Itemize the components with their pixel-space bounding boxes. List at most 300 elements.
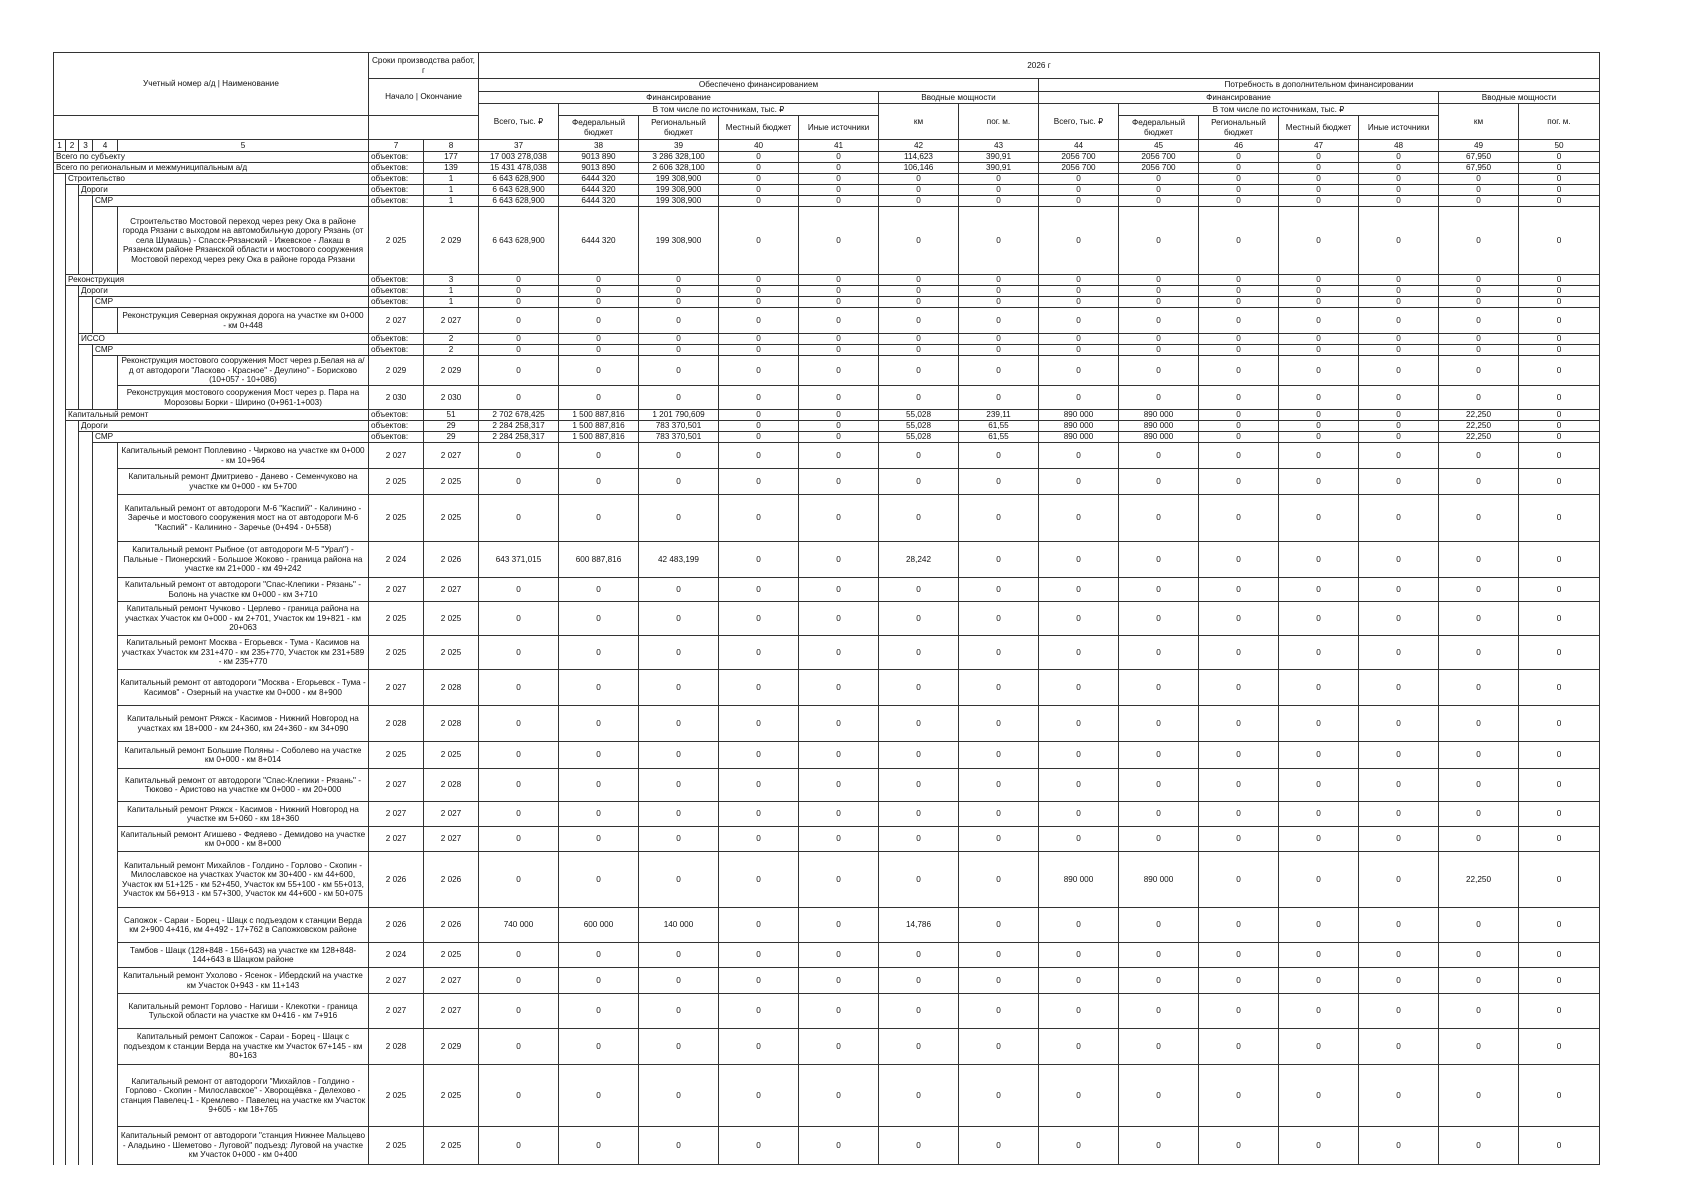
value-cell: 0 (959, 356, 1039, 386)
capacity-header-2: Вводные мощности (1439, 92, 1600, 104)
column-number-row (54, 140, 1600, 152)
value-cell: 0 (799, 185, 879, 196)
value-cell: 0 (959, 1029, 1039, 1065)
value-cell: 0 (879, 827, 959, 852)
objects-label: объектов: (369, 196, 424, 207)
value-cell: 199 308,900 (639, 185, 719, 196)
item-row (54, 602, 1600, 636)
value-cell: 0 (719, 410, 799, 421)
object-name: Капитальный ремонт Чучково - Церлево - граница района на участках Участок км 0+000 - км 2+701, Участок км 19+821 - км 20+063 (118, 602, 369, 636)
value-cell: 0 (879, 334, 959, 345)
value-cell: 0 (639, 334, 719, 345)
value-cell: 0 (639, 286, 719, 297)
value-cell: 0 (1519, 308, 1600, 334)
value-cell: 0 (479, 1127, 559, 1165)
indent-cell (79, 1029, 93, 1065)
value-cell: 0 (1199, 1029, 1279, 1065)
indent-cell (93, 495, 118, 542)
value-cell: 0 (799, 345, 879, 356)
value-cell: 199 308,900 (639, 196, 719, 207)
value-cell: 0 (639, 769, 719, 802)
end-year: 2 029 (424, 1029, 479, 1065)
value-cell: 0 (1119, 196, 1199, 207)
value-cell: 0 (879, 994, 959, 1029)
value-cell: 6 643 628,900 (479, 174, 559, 185)
indent-cell (54, 345, 66, 356)
indent-cell (54, 943, 66, 968)
value-cell: 0 (799, 286, 879, 297)
indent-cell (79, 742, 93, 769)
value-cell: 0 (1519, 908, 1600, 943)
value-cell: 0 (1279, 386, 1359, 410)
value-cell: 0 (719, 943, 799, 968)
value-cell: 0 (719, 152, 799, 163)
value-cell: 0 (1039, 994, 1119, 1029)
value-cell: 0 (1359, 495, 1439, 542)
value-cell: 0 (1359, 636, 1439, 670)
value-cell: 0 (639, 994, 719, 1029)
value-cell: 0 (1279, 469, 1359, 495)
value-cell: 0 (1519, 469, 1600, 495)
value-cell: 0 (1199, 174, 1279, 185)
objects-label: объектов: (369, 421, 424, 432)
value-cell: 0 (1039, 495, 1119, 542)
value-cell: 0 (1359, 827, 1439, 852)
value-cell: 0 (719, 670, 799, 706)
value-cell: 0 (1039, 174, 1119, 185)
value-cell: 0 (1279, 1029, 1359, 1065)
start-year: 2 027 (369, 827, 424, 852)
pm-header-2: пог. м. (1519, 104, 1600, 140)
value-cell: 0 (1439, 469, 1519, 495)
value-cell: 0 (1039, 275, 1119, 286)
objects-count: 1 (424, 174, 479, 185)
value-cell: 0 (1439, 769, 1519, 802)
value-cell: 0 (1359, 802, 1439, 827)
indent-cell (54, 706, 66, 742)
value-cell: 0 (1279, 1127, 1359, 1165)
value-cell: 0 (639, 602, 719, 636)
start-year: 2 026 (369, 852, 424, 908)
value-cell: 0 (1039, 356, 1119, 386)
start-year: 2 024 (369, 943, 424, 968)
value-cell: 0 (1119, 356, 1199, 386)
start-year: 2 025 (369, 1127, 424, 1165)
value-cell: 0 (879, 742, 959, 769)
value-cell: 0 (1199, 185, 1279, 196)
value-cell: 0 (1279, 163, 1359, 174)
value-cell: 55,028 (879, 410, 959, 421)
value-cell: 0 (799, 174, 879, 185)
value-cell: 0 (1519, 207, 1600, 275)
start-year: 2 025 (369, 1065, 424, 1127)
value-cell: 0 (799, 469, 879, 495)
end-label: Окончание (420, 92, 462, 102)
value-cell: 0 (479, 495, 559, 542)
value-cell: 0 (639, 1065, 719, 1127)
value-cell: 0 (1039, 742, 1119, 769)
value-cell: 15 431 478,038 (479, 163, 559, 174)
value-cell: 0 (959, 207, 1039, 275)
value-cell: 0 (639, 356, 719, 386)
value-cell: 0 (959, 286, 1039, 297)
indent-cell (54, 469, 66, 495)
value-cell: 0 (1359, 469, 1439, 495)
item-row (54, 968, 1600, 994)
value-cell: 0 (639, 802, 719, 827)
indent-cell (54, 1065, 66, 1127)
group-name: СМР (93, 432, 369, 443)
value-cell: 890 000 (1039, 410, 1119, 421)
value-cell: 0 (1279, 495, 1359, 542)
value-cell: 0 (1279, 636, 1359, 670)
value-cell: 67,950 (1439, 152, 1519, 163)
indent-cell (54, 275, 66, 286)
value-cell: 0 (1359, 275, 1439, 286)
indent-cell (79, 602, 93, 636)
value-cell: 0 (879, 1065, 959, 1127)
group-row (54, 152, 1600, 163)
value-cell: 6444 320 (559, 207, 639, 275)
regional-header: Региональный бюджет (639, 116, 719, 140)
value-cell: 0 (719, 1065, 799, 1127)
indent-cell (66, 1029, 79, 1065)
end-year: 2 025 (424, 943, 479, 968)
item-row (54, 706, 1600, 742)
value-cell: 0 (1199, 827, 1279, 852)
group-row (54, 421, 1600, 432)
indent-cell (54, 432, 66, 443)
value-cell: 0 (1039, 286, 1119, 297)
value-cell: 0 (559, 602, 639, 636)
value-cell: 890 000 (1039, 432, 1119, 443)
value-cell: 0 (959, 297, 1039, 308)
value-cell: 0 (639, 308, 719, 334)
value-cell: 0 (1199, 152, 1279, 163)
value-cell: 0 (1439, 386, 1519, 410)
object-name: Капитальный ремонт Москва - Егорьевск - Тума - Касимов на участках Участок км 231+470 - км 235+770, Участок км 231+589 - км 235+770 (118, 636, 369, 670)
value-cell: 199 308,900 (639, 207, 719, 275)
indent-cell (79, 802, 93, 827)
start-year: 2 030 (369, 386, 424, 410)
value-cell: 0 (479, 852, 559, 908)
objects-count: 177 (424, 152, 479, 163)
item-row (54, 578, 1600, 602)
indent-cell (79, 356, 93, 386)
value-cell: 0 (959, 443, 1039, 469)
indent-cell (66, 1065, 79, 1127)
value-cell: 0 (1039, 943, 1119, 968)
value-cell: 1 201 790,609 (639, 410, 719, 421)
value-cell: 0 (1039, 769, 1119, 802)
value-cell: 0 (1359, 432, 1439, 443)
value-cell: 0 (1119, 943, 1199, 968)
indent-cell (54, 827, 66, 852)
value-cell: 0 (1519, 345, 1600, 356)
value-cell: 0 (1199, 636, 1279, 670)
value-cell: 0 (879, 943, 959, 968)
value-cell: 0 (719, 706, 799, 742)
indent-cell (93, 670, 118, 706)
item-row (54, 827, 1600, 852)
indent-cell (66, 297, 79, 308)
report-table (53, 52, 1600, 1165)
value-cell: 0 (959, 196, 1039, 207)
period-column-header: Сроки производства работ, г (369, 53, 479, 79)
objects-count: 1 (424, 297, 479, 308)
value-cell: 106,146 (879, 163, 959, 174)
value-cell: 0 (1119, 1127, 1199, 1165)
value-cell: 0 (879, 185, 959, 196)
value-cell: 0 (1279, 802, 1359, 827)
end-year: 2 027 (424, 802, 479, 827)
group-row (54, 297, 1600, 308)
value-cell: 0 (879, 443, 959, 469)
indent-cell (93, 356, 118, 386)
value-cell: 0 (639, 443, 719, 469)
value-cell: 239,11 (959, 410, 1039, 421)
value-cell: 0 (1279, 275, 1359, 286)
value-cell: 0 (1279, 356, 1359, 386)
value-cell: 0 (1439, 185, 1519, 196)
indent-cell (54, 308, 66, 334)
value-cell: 0 (479, 1065, 559, 1127)
value-cell: 0 (719, 1029, 799, 1065)
end-year: 2 027 (424, 968, 479, 994)
indent-cell (66, 578, 79, 602)
value-cell: 0 (1119, 1065, 1199, 1127)
indent-cell (54, 994, 66, 1029)
object-name: Сапожок - Сараи - Борец - Шацк с подъездом к станции Верда км 2+900 4+416, км 4+492 - 17+762 в Сапожковском районе (118, 908, 369, 943)
value-cell: 0 (959, 670, 1039, 706)
local-header-2: Местный бюджет (1279, 116, 1359, 140)
value-cell: 0 (1279, 334, 1359, 345)
value-cell: 0 (879, 196, 959, 207)
indent-cell (93, 602, 118, 636)
value-cell: 0 (1279, 207, 1359, 275)
value-cell: 55,028 (879, 432, 959, 443)
value-cell: 0 (1519, 297, 1600, 308)
value-cell: 28,242 (879, 542, 959, 578)
value-cell: 0 (1199, 802, 1279, 827)
column-number: 4 (93, 140, 118, 152)
value-cell: 0 (1439, 1029, 1519, 1065)
value-cell: 0 (719, 1127, 799, 1165)
value-cell: 890 000 (1039, 852, 1119, 908)
value-cell: 3 286 328,100 (639, 152, 719, 163)
value-cell: 0 (959, 174, 1039, 185)
indent-cell (79, 308, 93, 334)
value-cell: 0 (1039, 542, 1119, 578)
indent-cell (79, 196, 93, 207)
start-year: 2 027 (369, 994, 424, 1029)
value-cell: 0 (1519, 443, 1600, 469)
object-name: Капитальный ремонт от автодороги "Михайлов - Голдино - Горлово - Скопин - Милославское" - Хворощёвка - Делехово - станция Павелец-1 - Кремлево - Павелец на участке км Участок 9+605 - км 18+765 (118, 1065, 369, 1127)
indent-cell (66, 827, 79, 852)
objects-count: 3 (424, 275, 479, 286)
value-cell: 783 370,501 (639, 421, 719, 432)
object-name: Капитальный ремонт Ряжск - Касимов - Нижний Новгород на участке км 5+060 - км 18+360 (118, 802, 369, 827)
item-row (54, 495, 1600, 542)
value-cell: 0 (559, 827, 639, 852)
value-cell: 0 (719, 769, 799, 802)
year-header: 2026 г (479, 53, 1600, 79)
value-cell: 0 (799, 802, 879, 827)
value-cell: 0 (959, 578, 1039, 602)
indent-cell (66, 345, 79, 356)
group-row (54, 174, 1600, 185)
value-cell: 0 (1439, 356, 1519, 386)
value-cell: 0 (719, 163, 799, 174)
value-cell: 0 (1359, 908, 1439, 943)
end-year: 2 030 (424, 386, 479, 410)
value-cell: 0 (1119, 769, 1199, 802)
value-cell: 0 (559, 297, 639, 308)
indent-cell (93, 386, 118, 410)
value-cell: 0 (1199, 852, 1279, 908)
value-cell: 0 (559, 1127, 639, 1165)
value-cell: 0 (1359, 185, 1439, 196)
value-cell: 390,91 (959, 163, 1039, 174)
value-cell: 0 (1039, 469, 1119, 495)
indent-cell (54, 196, 66, 207)
end-year: 2 028 (424, 769, 479, 802)
object-name: Капитальный ремонт Горлово - Нагиши - Клекотки - граница Тульской области на участке км 0+416 - км 7+916 (118, 994, 369, 1029)
column-number: 50 (1519, 140, 1600, 152)
value-cell: 783 370,501 (639, 432, 719, 443)
object-name: Капитальный ремонт Поплевино - Чирково на участке км 0+000 - км 10+964 (118, 443, 369, 469)
object-name: Капитальный ремонт Большие Поляны - Соболево на участке км 0+000 - км 8+014 (118, 742, 369, 769)
value-cell: 9013 890 (559, 152, 639, 163)
value-cell: 0 (1359, 421, 1439, 432)
indent-cell (93, 994, 118, 1029)
indent-cell (93, 207, 118, 275)
value-cell: 0 (1359, 443, 1439, 469)
value-cell: 0 (719, 578, 799, 602)
value-cell: 0 (1199, 421, 1279, 432)
value-cell: 0 (1119, 174, 1199, 185)
value-cell: 0 (1439, 443, 1519, 469)
value-cell: 0 (1359, 297, 1439, 308)
value-cell: 0 (799, 495, 879, 542)
objects-label: объектов: (369, 163, 424, 174)
start-year: 2 025 (369, 742, 424, 769)
value-cell: 6 643 628,900 (479, 207, 559, 275)
value-cell: 2056 700 (1039, 163, 1119, 174)
value-cell: 0 (479, 386, 559, 410)
value-cell: 0 (1119, 386, 1199, 410)
end-year: 2 026 (424, 542, 479, 578)
value-cell: 0 (1519, 636, 1600, 670)
object-name: Капитальный ремонт от автодороги "станция Нижнее Мальцево - Аладьино - Шеметово - Луговой" подъезд: Луговой на участке км Участок 0+000 - км 0+400 (118, 1127, 369, 1165)
start-year: 2 025 (369, 602, 424, 636)
value-cell: 0 (1359, 334, 1439, 345)
value-cell: 0 (1279, 286, 1359, 297)
value-cell: 0 (959, 994, 1039, 1029)
value-cell: 0 (1199, 345, 1279, 356)
value-cell: 0 (1039, 802, 1119, 827)
indent-cell (54, 968, 66, 994)
value-cell: 0 (1039, 1029, 1119, 1065)
value-cell: 0 (1359, 769, 1439, 802)
total-header: Всего, тыс. ₽ (479, 104, 559, 140)
group-name: Дороги (79, 421, 369, 432)
value-cell: 0 (799, 908, 879, 943)
indent-cell (66, 542, 79, 578)
item-row (54, 207, 1600, 275)
value-cell: 140 000 (639, 908, 719, 943)
indent-cell (66, 742, 79, 769)
value-cell: 0 (959, 742, 1039, 769)
value-cell: 0 (879, 174, 959, 185)
value-cell: 0 (1439, 943, 1519, 968)
value-cell: 0 (799, 1127, 879, 1165)
object-name: Реконструкция мостового сооружения Мост через р. Пара на Морозовы Борки - Ширино (0+961-1+003) (118, 386, 369, 410)
item-row (54, 1065, 1600, 1127)
value-cell: 2 284 258,317 (479, 432, 559, 443)
value-cell: 0 (559, 308, 639, 334)
value-cell: 0 (799, 968, 879, 994)
end-year: 2 026 (424, 852, 479, 908)
value-cell: 0 (1199, 297, 1279, 308)
value-cell: 6444 320 (559, 174, 639, 185)
value-cell: 0 (639, 1127, 719, 1165)
group-row (54, 275, 1600, 286)
column-number: 42 (879, 140, 959, 152)
group-name: Капитальный ремонт (66, 410, 369, 421)
start-year: 2 025 (369, 495, 424, 542)
value-cell: 0 (1519, 334, 1600, 345)
value-cell: 0 (719, 908, 799, 943)
indent-cell (93, 852, 118, 908)
value-cell: 0 (1439, 602, 1519, 636)
indent-cell (66, 334, 79, 345)
objects-label: объектов: (369, 334, 424, 345)
value-cell: 0 (1359, 994, 1439, 1029)
value-cell: 0 (1039, 670, 1119, 706)
group-name: СМР (93, 297, 369, 308)
value-cell: 2 702 678,425 (479, 410, 559, 421)
indent-cell (66, 1127, 79, 1165)
value-cell: 2056 700 (1119, 152, 1199, 163)
value-cell: 0 (1439, 578, 1519, 602)
indent-cell (93, 308, 118, 334)
value-cell: 0 (1519, 1065, 1600, 1127)
value-cell: 2 606 328,100 (639, 163, 719, 174)
indent-cell (79, 1065, 93, 1127)
value-cell: 0 (959, 1127, 1039, 1165)
indent-cell (54, 297, 66, 308)
value-cell: 0 (1359, 602, 1439, 636)
value-cell: 0 (1519, 275, 1600, 286)
value-cell: 1 500 887,816 (559, 432, 639, 443)
value-cell: 0 (1439, 286, 1519, 297)
value-cell: 0 (799, 207, 879, 275)
value-cell: 0 (719, 334, 799, 345)
value-cell: 0 (799, 386, 879, 410)
value-cell: 0 (1119, 994, 1199, 1029)
column-number: 37 (479, 140, 559, 152)
start-year: 2 027 (369, 443, 424, 469)
value-cell: 0 (799, 742, 879, 769)
indent-cell (79, 636, 93, 670)
item-row (54, 908, 1600, 943)
value-cell: 0 (879, 706, 959, 742)
value-cell: 0 (1359, 1065, 1439, 1127)
value-cell: 0 (959, 827, 1039, 852)
value-cell: 0 (639, 578, 719, 602)
value-cell: 0 (719, 185, 799, 196)
